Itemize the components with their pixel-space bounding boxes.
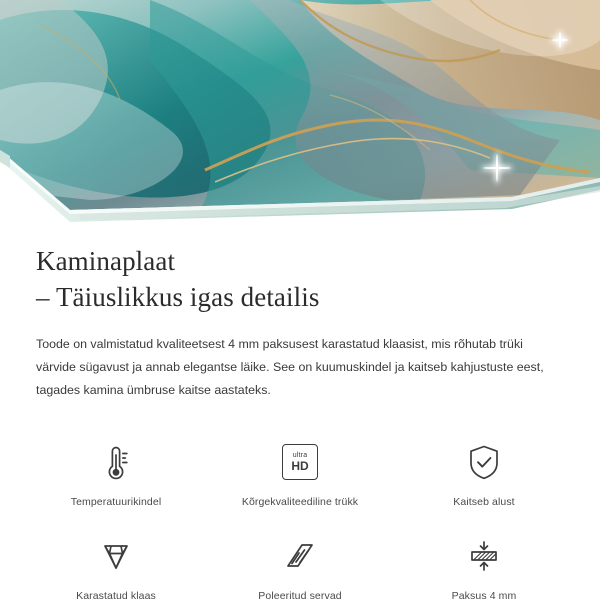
feature-label: Kaitseb alust: [453, 496, 515, 509]
feature-label: Kõrgekvaliteediline trükk: [241, 496, 359, 509]
feature-high-quality-print: [208, 428, 392, 518]
ultra-hd-bottom-text: HD: [291, 459, 309, 474]
feature-polished-edges: [208, 522, 392, 612]
page-title: [36, 222, 564, 315]
polished-edge-icon: [274, 530, 326, 582]
feature-label: Temperatuurikindel: [70, 496, 162, 509]
marble-glass-panel-illustration: [0, 0, 600, 222]
thickness-icon: [458, 530, 510, 582]
diamond-icon: [90, 530, 142, 582]
title-line-1: Kaminaplaat: [36, 246, 176, 276]
shield-check-icon: [458, 436, 510, 488]
ultra-hd-top-text: ultra: [292, 452, 308, 460]
feature-thickness: [392, 522, 576, 612]
title-line-2: – Täiuslikkus igas detailis: [36, 281, 320, 312]
feature-protects-surface: [392, 428, 576, 518]
feature-tempered-glass: [24, 522, 208, 612]
feature-grid: [0, 402, 600, 612]
feature-label: Paksus 4 mm: [451, 590, 517, 603]
thermometer-icon: [90, 436, 142, 488]
ultra-hd-icon: [274, 436, 326, 488]
hero-image: [0, 0, 600, 222]
product-description: Toode on valmistatud kvaliteetsest 4 mm paksusest karastatud klaasist, mis rõhutab trüki värvide sügavust ja annab elegantse läike. See on kuumuskindel ja kaitseb kahjustuste eest, tagades kamina ümbruse kaitse aastateks.: [36, 337, 544, 398]
feature-label: Karastatud klaas: [76, 590, 156, 603]
feature-label: Poleeritud servad: [258, 590, 342, 603]
feature-temperature-resistant: [24, 428, 208, 518]
text-content: [0, 222, 600, 402]
